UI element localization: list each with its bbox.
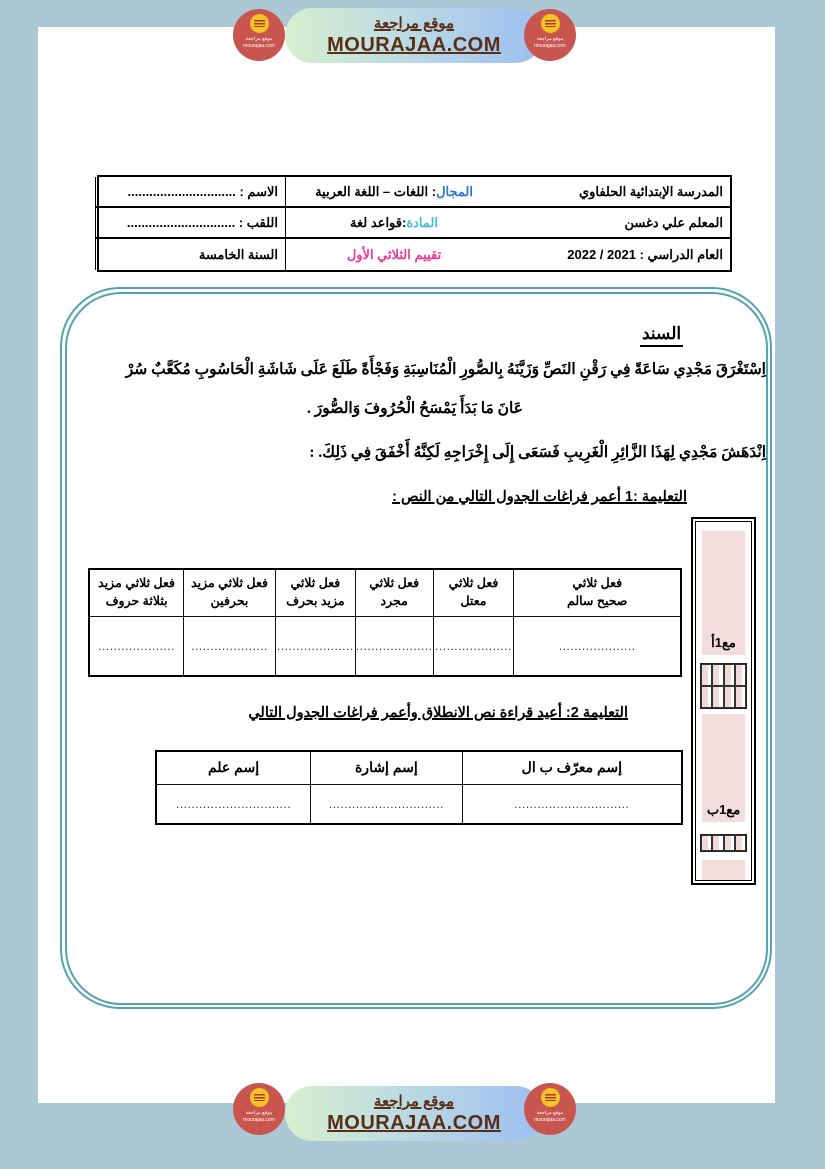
task1-header-row (89, 569, 681, 616)
teacher-name: المعلم علي دغسن (502, 208, 730, 239)
site-logo-icon (233, 9, 285, 61)
task2-answer-blank[interactable]: .............................. (156, 784, 311, 824)
task1-header-cell: فعل ثلاثي صحيح سالم (514, 569, 681, 616)
logo-text-ar: موقع مراجعة (536, 1110, 564, 1116)
task2-header-cell: إسم إشارة (311, 751, 463, 784)
task2-answer-row (156, 784, 682, 824)
passage-line-3: اِنْدَهَشَ مَجْدِي لِهَذَا الزَّائِرِ الْغَرِيبِ فَسَعَى إِلَى إِخْرَاجِهِ لَكِنَّهُ أَخْفَقَ فِي ذَلِكَ. : (309, 444, 766, 461)
task1-answer-blank[interactable]: .................... (89, 616, 184, 676)
task2-answer-blank[interactable]: .............................. (462, 784, 682, 824)
logo-text-domain: mourajaa.com (534, 42, 566, 49)
task2-title: التعليمة 2: أعيد قراءة نص الانطلاق وأعمر فراغات الجدول التالي (248, 705, 628, 721)
task2-header-cell: إسم معرّف ب ال (462, 751, 682, 784)
task1-answer-blank[interactable]: .................... (275, 616, 355, 676)
logo-text-ar: موقع مراجعة (245, 1110, 273, 1116)
domain-value: : اللغات – اللغة العربية (315, 183, 437, 199)
school-year: العام الدراسي : 2021 / 2022 (567, 246, 723, 262)
site-logo-icon (233, 1083, 285, 1135)
passage-line-1: اِسْتَغْرَقَ مَجْدِي سَاعَةً فِي رَقْنِ النَصِّ وَزَيَّنَهُ بِالصُّورِ الْمُنَاسِبَةِ وَفَجْأَةً طَلَعَ عَلَى شَاشَةِ الْحَاسُوبِ مُكَعَّبٌ سُرْ (125, 361, 766, 378)
score-panel-inner (695, 521, 752, 881)
logo-text-ar: موقع مراجعة (245, 36, 273, 42)
task1-table (88, 568, 682, 677)
school-name: المدرسة الإبتدائية الحلفاوي (502, 177, 730, 208)
score-grid-a (700, 663, 747, 709)
logo-text-ar: موقع مراجعة (536, 36, 564, 42)
book-icon (541, 1088, 560, 1107)
site-banner-pill (285, 8, 543, 63)
subject-cell (285, 208, 502, 239)
task1-title: التعليمة :1 أعمر فراغات الجدول التالي من النص : (392, 489, 687, 505)
task2-header-cell: إسم علم (156, 751, 311, 784)
task1-header-cell: فعل ثلاثي مجرد (355, 569, 433, 616)
task1-header-cell: فعل ثلاثي مزيد بحرفين (184, 569, 276, 616)
site-logo-icon (524, 1083, 576, 1135)
student-surname-field[interactable]: اللقب : .............................. (95, 208, 285, 239)
task1-header-cell: فعل ثلاثي مزيد بحرف (275, 569, 355, 616)
score-block-a: مع1أ (702, 531, 745, 655)
task2-table (155, 750, 683, 825)
logo-text-domain: mourajaa.com (243, 42, 275, 49)
site-banner-pill (285, 1086, 543, 1141)
score-block-b: مع1ب (702, 714, 745, 822)
site-name-arabic: موقع مراجعة (373, 14, 455, 32)
site-domain-link[interactable]: MOURAJAA.COM (327, 33, 501, 56)
passage-line-2: عَانَ مَا بَدَأَ يَمْسَحُ الْحُرُوفَ وَالصُّورَ . (307, 400, 523, 417)
task1-answer-blank[interactable]: .................... (355, 616, 433, 676)
subject-label: المادة (406, 214, 438, 230)
site-logo-icon (524, 9, 576, 61)
logo-text-domain: mourajaa.com (243, 1116, 275, 1123)
task1-answer-row (89, 616, 681, 676)
task1-header-cell: فعل ثلاثي معتل (433, 569, 514, 616)
task2-header-row (156, 751, 682, 784)
domain-label: المجال (436, 183, 473, 199)
book-icon (541, 14, 560, 33)
task1-answer-blank[interactable]: .................... (433, 616, 514, 676)
info-header-table (97, 175, 732, 272)
passage-title: السند (640, 324, 683, 347)
task2-answer-blank[interactable]: .............................. (311, 784, 463, 824)
grade-level: السنة الخامسة (95, 239, 285, 270)
book-icon (250, 14, 269, 33)
exam-title: تقييم الثلاثي الأول (285, 239, 502, 270)
domain-cell (285, 177, 502, 208)
score-panel (691, 517, 756, 885)
score-grid-b (700, 834, 747, 852)
task1-answer-blank[interactable]: .................... (184, 616, 276, 676)
task1-header-cell: فعل ثلاثي مزيد بثلاثة حروف (89, 569, 184, 616)
book-icon (250, 1088, 269, 1107)
subject-value: :قواعد لغة (350, 214, 407, 230)
site-domain-link[interactable]: MOURAJAA.COM (327, 1111, 501, 1134)
student-name-field[interactable]: الاسم : .............................. (95, 177, 285, 208)
site-name-arabic: موقع مراجعة (373, 1092, 455, 1110)
task1-answer-blank[interactable]: .................... (514, 616, 681, 676)
logo-text-domain: mourajaa.com (534, 1116, 566, 1123)
score-block-footer (702, 860, 745, 880)
